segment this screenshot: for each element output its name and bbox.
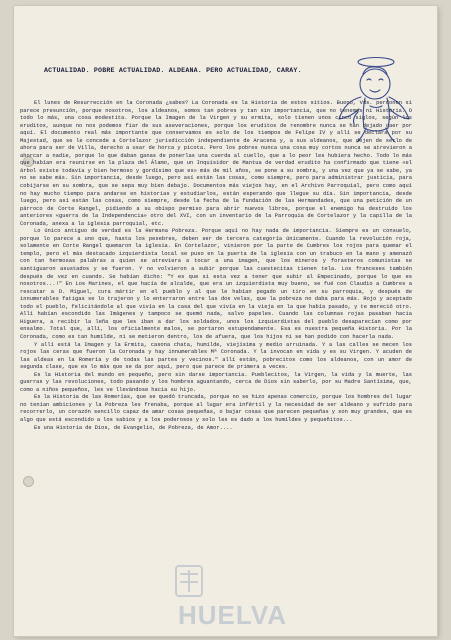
paragraph: El lunes de Resurrección en la Coronada ¿sabes? La Coronada es la Historia de estos sitios. Bueno, Vds. perdonen si parece presunción, porque nosotros, los aldeanos, somos tan pobres y tan sin importancia, que no tenemos ni Historia. O todo lo más, una cosa modestita. Porque la Imagen de la Virgen y su ermita, solo tienen unos cinco siglos, según los eruditos, aunque no nos podemos fiar de sus aseveraciones, porque los eruditos de renombre nunca se han dejado caer por aquí. El documento real más importante que conservamos es solo de los tiempos de Felipe IV y allí se declara por su Majestad, que se le concede a Cortelazor jurisdicción independiente de Aracena y, a sus aldeanos, que dejen de serlo de ahora para ser de Villa, derecho a usar de horca y picota. Pero los pobres nunca una cosa muy cortos nunca se atrevieron a ahorcar a nadie, porque lo que daban ganas de ponerlas una cuerda al cuello, que a lo peor les hubiera hecho. Todo lo más que habían era reunirse en la plaza del Álamo, que un Inquisidor de Mantua de verdad erudito ha confirmado que tiene «el árbol existe todavía y bien hermoso y gordísimo que es» más de mil años, se pone a su sombra, y una vez que ya se sabe, ya no se sabe más. Sin importancia, desde luego, pero así están las cosas, como siempre, pero para administrar justicia, para cobijarse en su sombra, que se sepa muy bien debajo. Documentos más viejos hay, en el Archivo Parroquial, pero como aquí no hay mucho tiempo para andarse en historias y estudiarlos, están esperando que llegue su día. Sin importancia, desde luego, pero así están las cosas, como siempre, desde la fecha de la fundación de las Hermandades, que una petición de un párroco de Corte Rangel, pidiendo a su obispo permiso para abrir nuevos libros, porque el enemigo ha destruido los anteriores «guerra de la Independencia» otro del XVI, con un inventario de la Parroquia de Cortelazor y la capilla de la Coronada, anexa a la iglesia parroquial, etc. bbox=[20, 100, 412, 227]
paragraph: Lo único antiguo de verdad es la Hermana Pobreza. Porque aquí no hay nada de importancia. Siempre es un consuelo, porque lo parece a uno que, hasta los pesebres, deben ser de tercera categoría únicamente. Cuando la revolución roja, solamente en Corte Rangel quemaron la iglesia. En Cortelazor, vinieron por la parte de Cumbres los rojos para quemar el templo, pero el más destacado izquierdista local se puso en la puerta de la iglesia con un trabuco en la mano y amenazó con tan hermosas palabras a quien se atreviera a tocar a una imagen, que los mineros y forasteros comunistas se santiguaron asustados y se fueron. Y no volvieron a subir porque las cuestecitas tienen tela. Los franceses también después de vez en cuando. Se habían dicho: "Y es que si esta vez a tener que subir al Empecinado, porque lo que es nosotros...!" En Los Marines, el que hacía de alcalde, que era un izquierdista muy bueno, se fué con Claudio a Cumbres a rescatar a D. Miguel, cura mártir en el pueblo y al que le habían pegado un tiro en su parroquia, y después de innumerables fatigas se lo trajeron y lo enterraron entre las dos velas, que la pobreza no daba para más. Rojo y aceptado todo el pueblo, felicitándole al que vivía en la casa del que vivía en la vieja en la que había pasado, y te mereció otro. Allí habían escondido las Imágenes y tampoco se quemó nada, salvo papeles. Cuando las columnas rojas pasaban hacia Higuera, a recibir la leña que les iban a dar los soldados, unos los izquierdistas del pueblo desaparecían como por ensalmo. Total que, allí, los oficialmente malos, se portaron estupendamente. Esa es nuestra pequeña Historia. Por la Coronada, como es tan humilde, ni se metieron dentro, los de afuera, que los hijos ni se han podido con hacerla nada. bbox=[20, 228, 412, 340]
provincial-seal-watermark-icon bbox=[168, 560, 308, 630]
punch-hole bbox=[23, 476, 34, 487]
paragraph: Y allí está la Imagen y la Ermita, casona chata, humilde, viejísima y medio arruinada. Y a las calles se mecen los rojos las ceras que fueron la Coronada y hay innumerables Mª Coronada. Y la invocan en vida y es su Virgen. Y acuden de las aldeas en la Romería y de todas las partes y vecinos." allí están, pobrecitos como los aldeanos, con un amor de segunda clase, que es lo más que se da por aquí, pero que parece de primera a veces. bbox=[20, 341, 412, 371]
document-body bbox=[20, 100, 412, 432]
document-title: ACTUALIDAD. POBRE ACTUALIDAD. ALDEANA. PERO ACTUALIDAD, CARAY. bbox=[44, 67, 302, 74]
paragraph: Es la Historia del mundo en pequeño, pero sin darse importancia. Pueblecitos, la Virgen, la vida y la muerte, las guerras y las revoluciones, todo pasando y los hombres aguantando, cerca de Dios sin saberlo, por su Madre Santísima, que, como a niños pequeños, les ve llevándose hacia su hijo. bbox=[20, 371, 412, 393]
paragraph: Es la Historia de las Romerías, que se quedó truncada, porque no se hizo apenas comercio, porque los hombres del lugar no tenían ambiciones y la Pobreza les frenaba, porque al lugar era infértil y la necesidad de ser aldeano y sufrido para recorrerlo, un corazón sencillo capaz de amar cosas pequeñas, o bajar cosas que parecen pequeñas y son muy grandes, que es algo que está escondido a los sabios y a los poderosos y solo les es dado a los humildes y pequeñitos... bbox=[20, 394, 412, 423]
paragraph: Es una Historia de Dios, de Evangelio, de Pobreza, de Amor.... bbox=[34, 424, 233, 431]
watermark-text: HUELVA bbox=[178, 600, 288, 630]
